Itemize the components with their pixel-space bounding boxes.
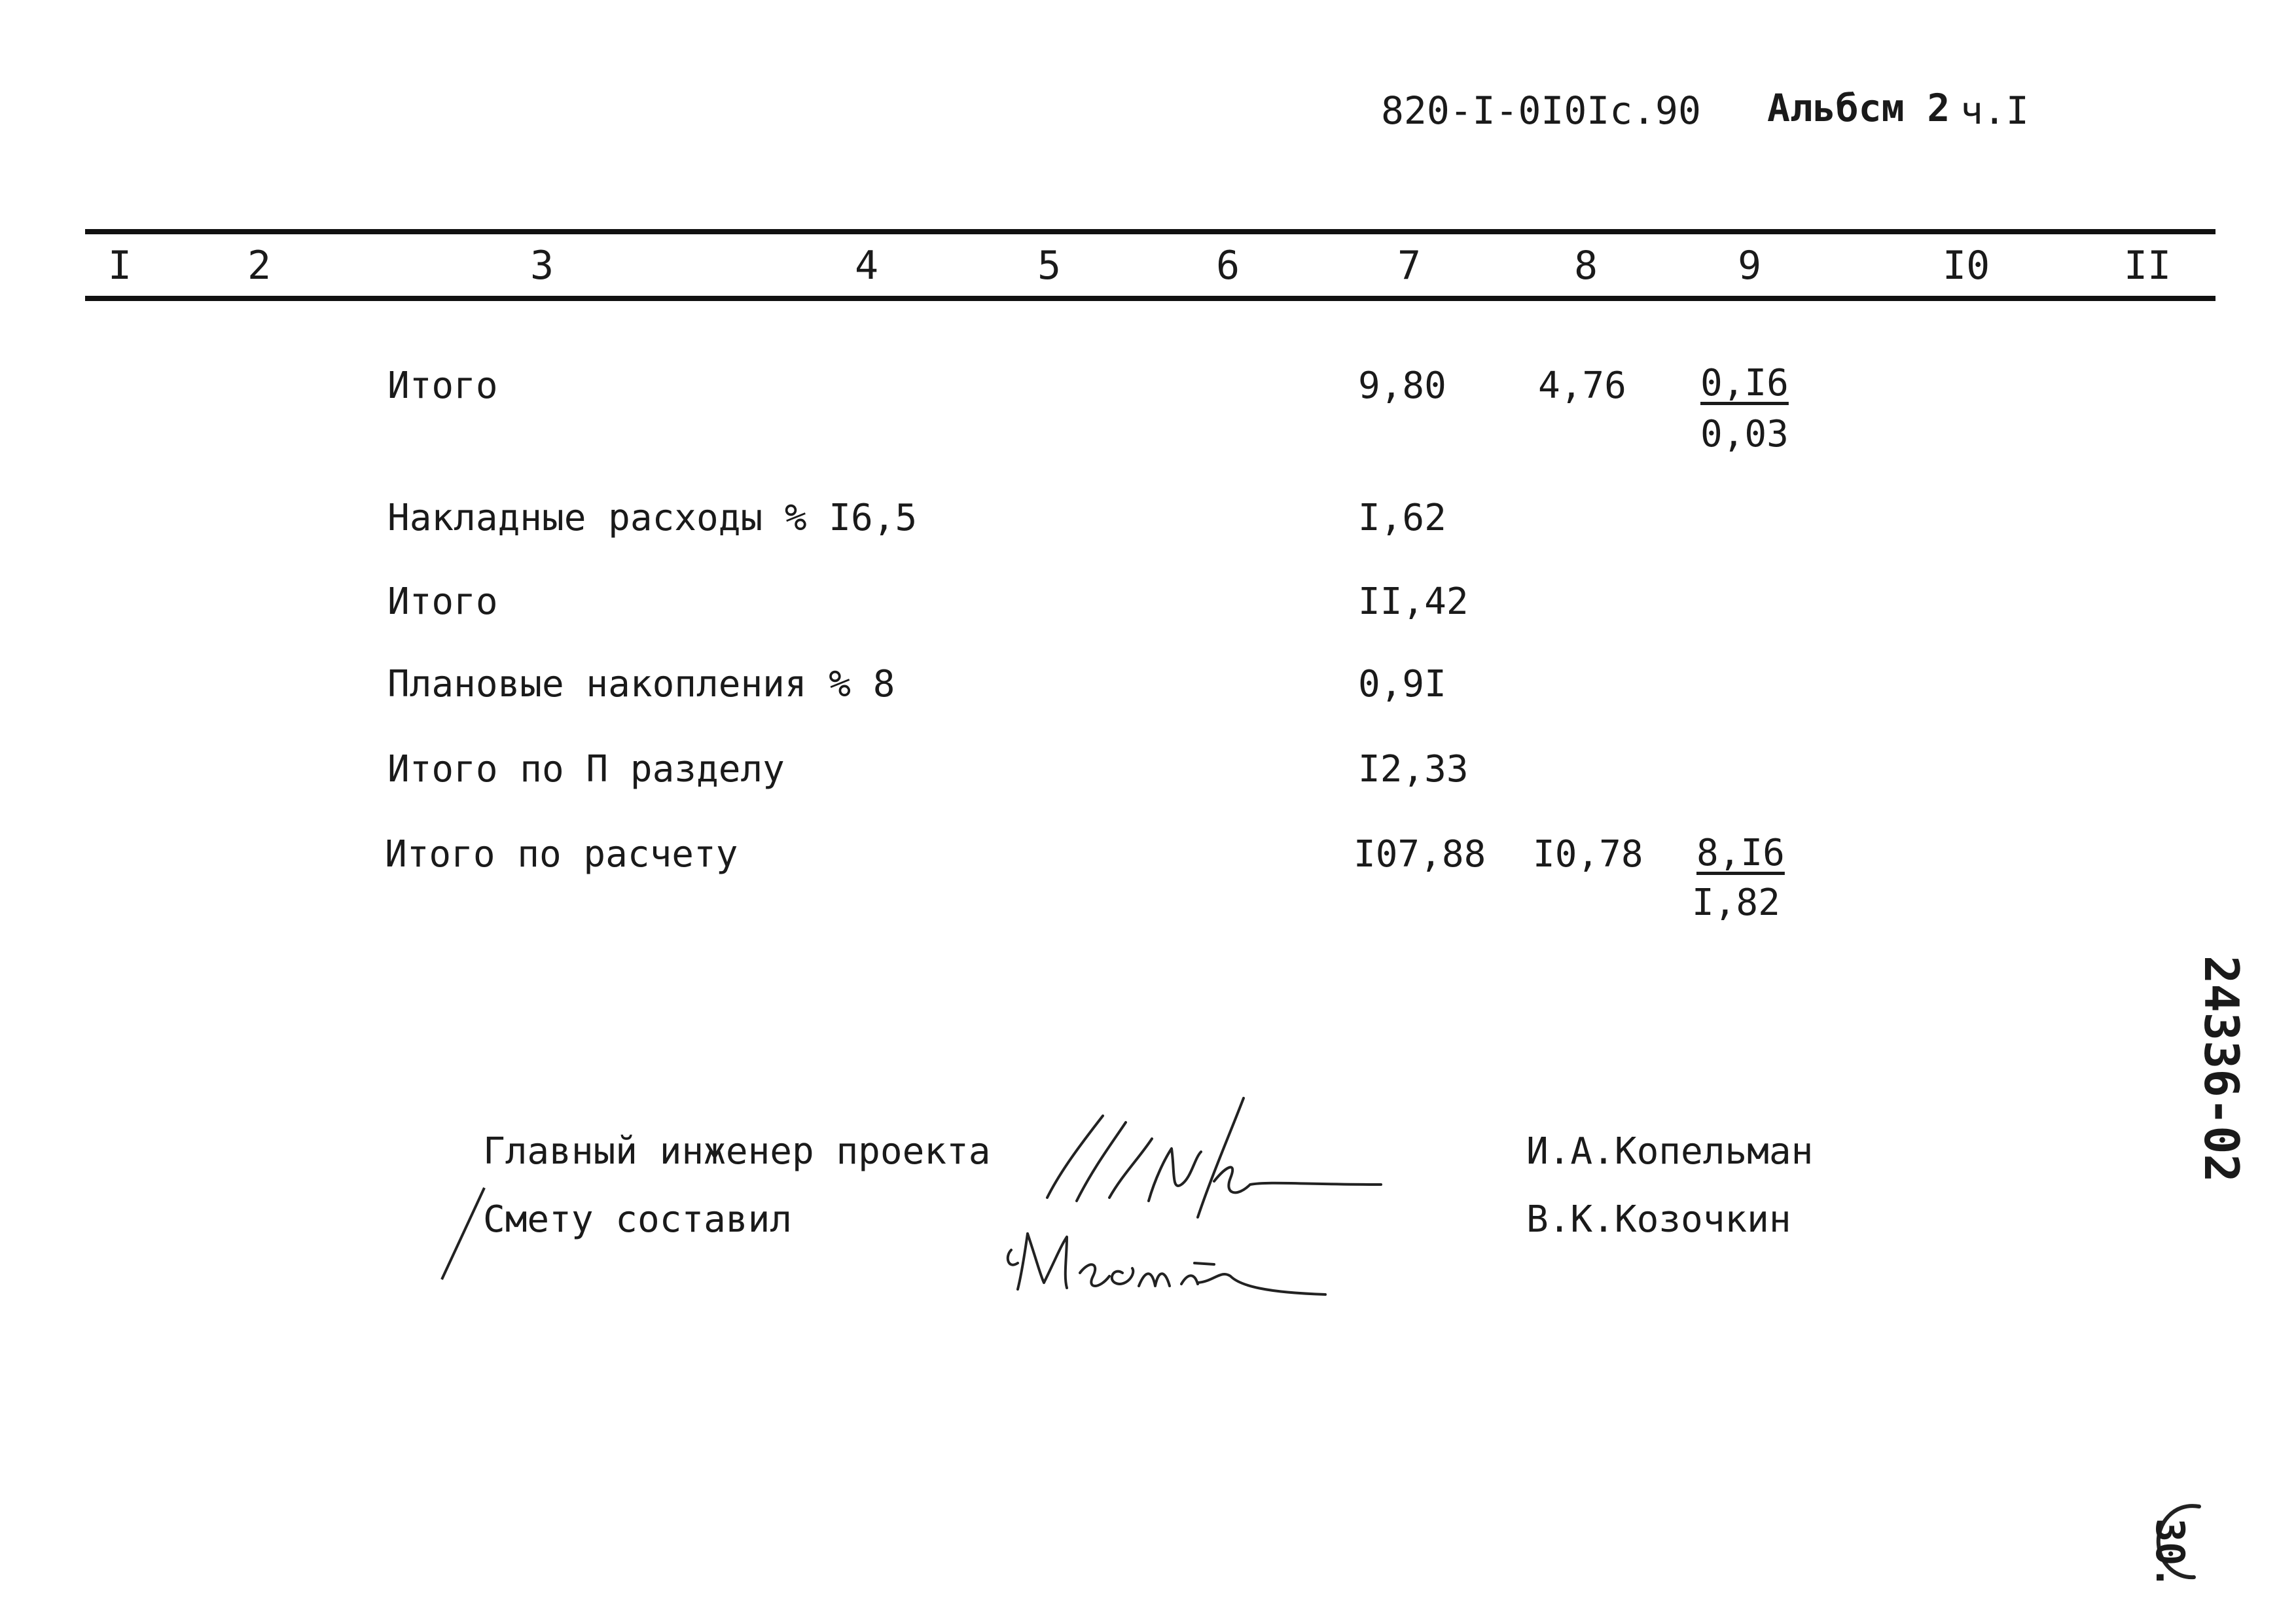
cell-col7: II,42	[1358, 580, 1469, 623]
column-header: 4	[855, 243, 879, 289]
cell-col9-denominator: 0,03	[1700, 413, 1789, 455]
row-label: Итого по расчету	[385, 833, 738, 876]
column-header: I	[108, 243, 132, 289]
column-header: 7	[1397, 243, 1422, 289]
column-header: 6	[1216, 243, 1240, 289]
cell-col8: I0,78	[1533, 833, 1643, 876]
column-header: I0	[1943, 243, 1990, 289]
cell-col9-numerator: 0,I6	[1700, 362, 1789, 404]
page-number: 30.	[2147, 1518, 2193, 1590]
chief-engineer-name: И.А.Копельман	[1526, 1130, 1814, 1173]
table-top-rule	[85, 229, 2215, 234]
cell-col7: I07,88	[1354, 833, 1486, 876]
row-label: Накладные расходы % I6,5	[387, 497, 918, 539]
column-header: 8	[1574, 243, 1598, 289]
row-label: Итого	[387, 580, 498, 623]
cell-col9-numerator: 8,I6	[1696, 832, 1785, 874]
chief-engineer-title: Главный инженер проекта	[483, 1130, 991, 1173]
side-registration-number: 24336-02	[2194, 955, 2249, 1183]
slash-mark	[439, 1185, 491, 1283]
estimator-name: В.К.Козочкин	[1526, 1198, 1791, 1241]
table-header-bottom-rule	[85, 296, 2215, 301]
cell-col7: 9,80	[1358, 365, 1446, 407]
signature-estimator	[998, 1211, 1332, 1302]
album-label: Альбсм 2	[1767, 86, 1950, 130]
doc-code: 820-I-0I0Ic.90	[1381, 88, 1701, 133]
column-header: 9	[1738, 243, 1762, 289]
cell-col7: I2,33	[1358, 748, 1469, 791]
row-label: Итого по П разделу	[387, 748, 785, 791]
part-label: ч.I	[1960, 88, 2029, 133]
column-header: 5	[1037, 243, 1062, 289]
column-header: 2	[247, 243, 272, 289]
row-label: Итого	[387, 365, 498, 407]
cell-col7: 0,9I	[1358, 663, 1446, 705]
column-header: II	[2124, 243, 2172, 289]
cell-col9-denominator: I,82	[1692, 882, 1780, 924]
cell-col8: 4,76	[1538, 365, 1626, 407]
row-label: Плановые накопления % 8	[387, 663, 895, 705]
column-header: 3	[530, 243, 554, 289]
cell-col7: I,62	[1358, 497, 1446, 539]
estimator-title: Смету составил	[483, 1198, 793, 1241]
